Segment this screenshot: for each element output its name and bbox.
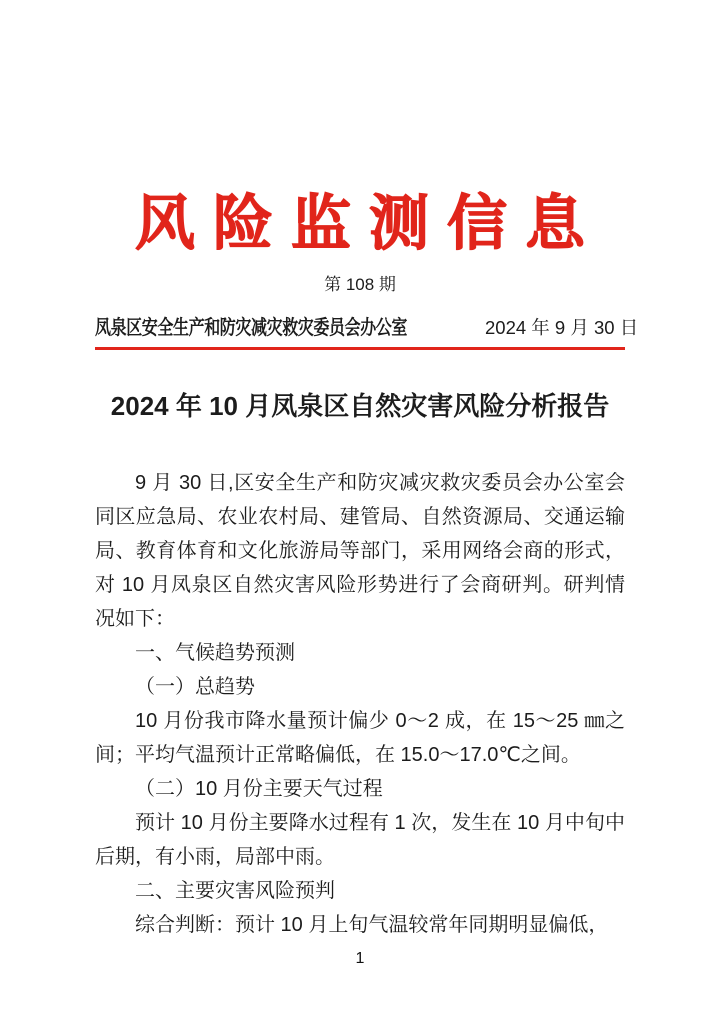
body-paragraph: 10 月份我市降水量预计偏少 0～2 成，在 15～25 ㎜之间；平均气温预计正常略偏低，在 15.0～17.0℃之间。 xyxy=(95,710,625,767)
body-paragraph-heading: 一、气候趋势预测 xyxy=(135,642,295,665)
body-paragraph-heading: 二、主要灾害风险预判 xyxy=(135,880,335,903)
body-paragraph-subheading: （二）10 月份主要天气过程 xyxy=(135,778,383,801)
document-content xyxy=(95,0,639,942)
masthead-title: 风险监测信息 xyxy=(135,190,603,257)
body-paragraph: 9 月 30 日,区安全生产和防灾减灾救灾委员会办公室会同区应急局、农业农村局、建管局、自然资源局、交通运输局、教育体育和文化旅游局等部门，采用网络会商的形式，对 10 月凤泉区自然灾害风险形势进行了会商研判。研判情况如下： xyxy=(95,472,625,631)
issue-number: 第 108 期 xyxy=(324,275,396,294)
report-body xyxy=(95,466,625,942)
body-paragraph: 预计 10 月份主要降水过程有 1 次，发生在 10 月中旬中后期，有小雨，局部中雨。 xyxy=(95,812,625,869)
masthead-issuer-row xyxy=(95,311,639,350)
issue-date: 2024 年 9 月 30 日 xyxy=(485,317,639,339)
issuer-name: 凤泉区安全生产和防灾减灾救灾委员会办公室 xyxy=(95,317,407,340)
report-title: 2024 年 10 月凤泉区自然灾害风险分析报告 xyxy=(110,391,610,422)
body-paragraph: 综合判断：预计 10 月上旬气温较常年同期明显偏低， xyxy=(135,914,609,937)
page-number: 1 xyxy=(355,950,365,967)
body-paragraph-subheading: （一）总趋势 xyxy=(135,676,255,699)
